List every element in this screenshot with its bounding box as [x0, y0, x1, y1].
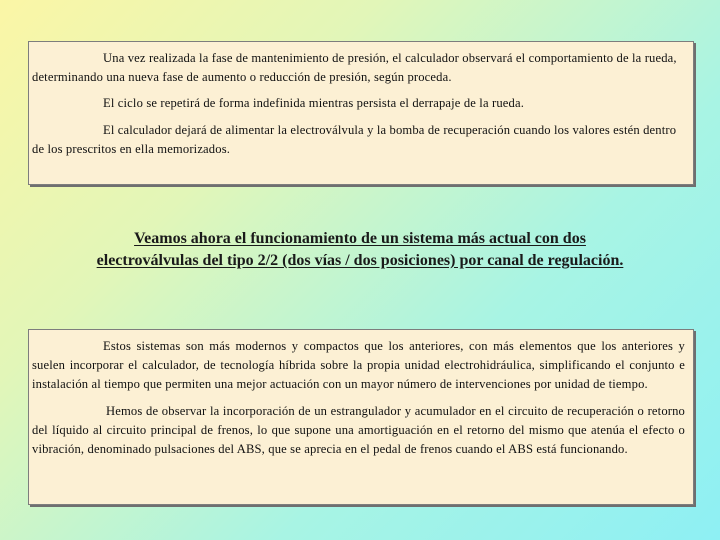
text-box-bottom: [28, 329, 694, 505]
text-box-top: [28, 41, 694, 185]
section-heading-line-1: Veamos ahora el funcionamiento de un sistema más actual con dos: [134, 230, 586, 247]
section-heading: [20, 228, 700, 272]
paragraph-modern-systems: Estos sistemas son más modernos y compactos que los anteriores, con más elementos que los anteriores y suelen incorporar el calculador, de tecnología híbrida sobre la propia unidad electrohidráulica, simplificando el conjunto e instalación al tiempo que permiten una mejor actuación con un mayor número de intervenciones por unidad de tiempo.: [32, 339, 685, 392]
section-heading-line-2: electroválvulas del tipo 2/2 (dos vías / dos posiciones) por canal de regulación.: [96, 252, 624, 269]
paragraph-throttle-accumulator: Hemos de observar la incorporación de un estrangulador y acumulador en el circuito de recuperación o retorno del líquido al circuito principal de frenos, lo que supone una amortiguación en el retorno del mismo que atenúa el efecto o vibración, denominado pulsaciones del ABS, que se aprecia en el pedal de frenos cuando el ABS está funcionando.: [32, 403, 685, 457]
paragraph-pressure-maintenance: Una vez realizada la fase de mantenimiento de presión, el calculador observará el comportamiento de la rueda, determinando una nueva fase de aumento o reducción de presión, según proceda.: [32, 51, 677, 85]
paragraph-cycle-repeat: El ciclo se repetirá de forma indefinida mientras persista el derrapaje de la rueda.: [103, 96, 525, 111]
paragraph-stop-feed: El calculador dejará de alimentar la electroválvula y la bomba de recuperación cuando los valores estén dentro de los prescritos en ella memorizados.: [32, 122, 677, 156]
